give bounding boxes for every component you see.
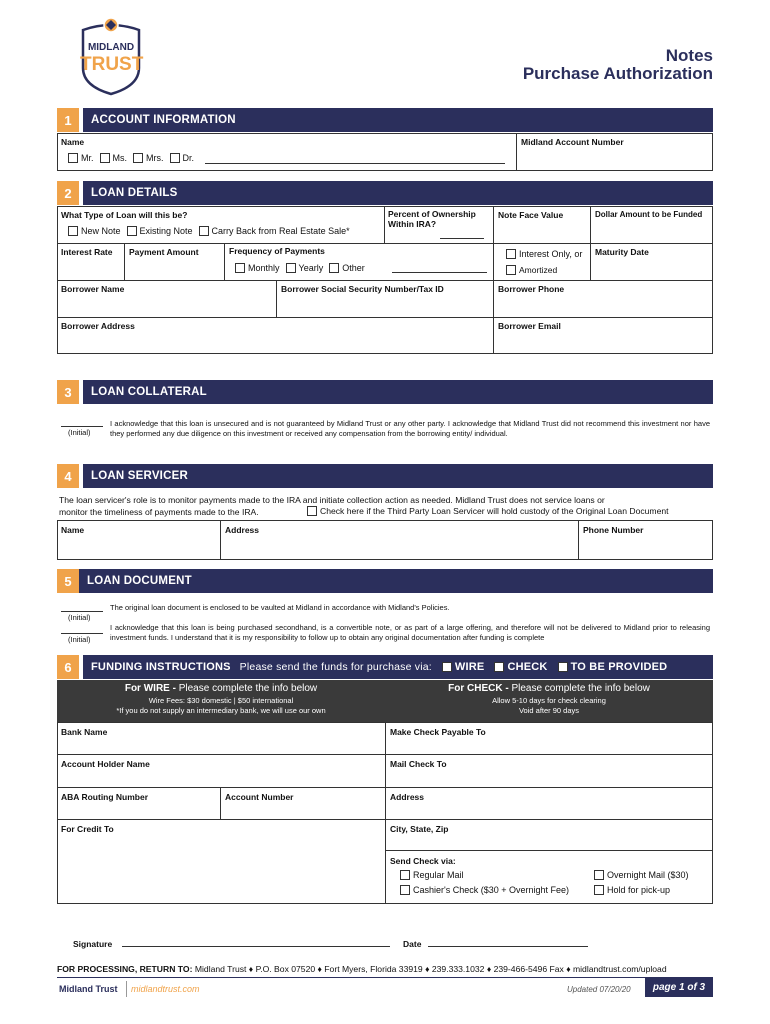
amortized-checkbox[interactable]	[506, 265, 516, 275]
page-title-line2: Purchase Authorization	[522, 64, 713, 83]
hold-pickup-checkbox[interactable]	[594, 885, 604, 895]
page-title-line1: Notes	[665, 46, 713, 65]
yearly-label: Yearly	[298, 263, 324, 273]
account-number-label: Midland Account Number	[521, 137, 624, 147]
borrower-name-label: Borrower Name	[61, 284, 125, 294]
loan-type-label: What Type of Loan will this be?	[61, 210, 188, 220]
collateral-initial-line[interactable]	[61, 426, 103, 427]
name-input-line[interactable]	[205, 163, 505, 164]
section-5-number: 5	[57, 569, 79, 593]
date-line[interactable]	[428, 946, 588, 947]
section-2-title: LOAN DETAILS	[83, 181, 713, 205]
logo-line1: MIDLAND	[87, 42, 135, 53]
check-checkbox[interactable]	[494, 662, 504, 672]
interest-only-label: Interest Only, or	[519, 249, 583, 259]
wire-head-bold: For WIRE -	[124, 683, 176, 694]
monthly-checkbox[interactable]	[235, 263, 245, 273]
check-address-label: Address	[390, 792, 425, 802]
servicer-address-label: Address	[225, 525, 260, 535]
mr-label: Mr.	[81, 153, 94, 163]
wire-checkbox[interactable]	[442, 662, 452, 672]
funding-subtitle: Please send the funds for purchase via:	[239, 661, 432, 673]
borrower-address-label: Borrower Address	[61, 321, 135, 331]
borrower-email-label: Borrower Email	[498, 321, 561, 331]
check-head: Please complete the info below	[508, 683, 650, 694]
tbp-checkbox[interactable]	[558, 662, 568, 672]
date-label: Date	[403, 939, 422, 949]
ownership-label-1: Percent of Ownership	[388, 209, 476, 219]
wire-label: WIRE	[454, 661, 485, 673]
dr-checkbox[interactable]	[170, 153, 180, 163]
document-initial-label-1: (Initial)	[68, 613, 91, 622]
document-initial-line-1[interactable]	[61, 611, 103, 612]
other-input-line[interactable]	[392, 272, 487, 273]
logo-line2: TRUST	[80, 54, 144, 75]
custody-label: Check here if the Third Party Loan Servicer will hold custody of the Original Loan Document	[320, 506, 669, 516]
check-days: Allow 5-10 days for check clearing	[492, 696, 606, 705]
document-text-1: The original loan document is enclosed to be vaulted at Midland in accordance with Midland's Policies.	[110, 603, 450, 612]
ownership-label-2: Within IRA?	[388, 219, 437, 229]
frequency-label: Frequency of Payments	[229, 246, 325, 256]
mail-to-label: Mail Check To	[390, 759, 447, 769]
check-void: Void after 90 days	[518, 706, 580, 715]
ms-checkbox[interactable]	[100, 153, 110, 163]
processing-address: Midland Trust ♦ P.O. Box 07520 ♦ Fort Myers, Florida 33919 ♦ 239.333.1032 ♦ 239-466-5496 Fax ♦ midlandtrust.com/upload	[192, 964, 667, 974]
document-text-2: I acknowledge that this loan is being purchased secondhand, is a convertible note, or as part of a large offering, and therefore will not be delivered to Midland prior to releasing investment funds. I understand that it is my responsibility to follow up to obtain any original documentation after funding is complete	[110, 623, 710, 642]
account-number-wire-label: Account Number	[225, 792, 294, 802]
interest-rate-label: Interest Rate	[61, 247, 113, 257]
bank-name-label: Bank Name	[61, 727, 108, 737]
holder-name-label: Account Holder Name	[61, 759, 150, 769]
aba-label: ABA Routing Number	[61, 792, 149, 802]
section-5-title: LOAN DOCUMENT	[79, 569, 713, 593]
other-label: Other	[342, 263, 365, 273]
overnight-mail-checkbox[interactable]	[594, 870, 604, 880]
funding-title: FUNDING INSTRUCTIONS	[91, 661, 231, 673]
collateral-acknowledgement: I acknowledge that this loan is unsecured and is not guaranteed by Midland Trust or any other party. I acknowledge that Midland Trust did not recommend this investment nor have they performed any due diligence on this investment or received any compensation from the borrowing entity/ individual.	[110, 419, 710, 438]
carry-back-checkbox[interactable]	[199, 226, 209, 236]
wire-head: Please complete the info below	[175, 683, 318, 694]
signature-line[interactable]	[122, 946, 390, 947]
new-note-checkbox[interactable]	[68, 226, 78, 236]
cashiers-check-label: Cashier's Check ($30 + Overnight Fee)	[413, 885, 570, 895]
section-1-title: ACCOUNT INFORMATION	[83, 108, 713, 132]
amortized-label: Amortized	[519, 265, 558, 275]
signature-label: Signature	[73, 939, 113, 949]
servicer-phone-label: Phone Number	[583, 525, 644, 535]
wire-note: *If you do not supply an intermediary bank, we will use our own	[116, 706, 326, 715]
interest-only-checkbox[interactable]	[506, 249, 516, 259]
hold-pickup-label: Hold for pick-up	[607, 885, 671, 895]
carry-back-label: Carry Back from Real Estate Sale*	[211, 226, 350, 236]
credit-to-label: For Credit To	[61, 824, 114, 834]
send-via-label: Send Check via:	[390, 856, 456, 866]
check-label: CHECK	[507, 661, 548, 673]
tbp-label: TO BE PROVIDED	[570, 661, 668, 673]
monthly-label: Monthly	[248, 263, 280, 273]
borrower-phone-label: Borrower Phone	[498, 284, 565, 294]
logo	[80, 16, 142, 96]
section-3-number: 3	[57, 380, 79, 404]
servicer-text-1: The loan servicer's role is to monitor payments made to the IRA and initiate collection action as needed. Midland Trust does not service loans or	[59, 495, 605, 505]
wire-subheader	[57, 683, 385, 715]
collateral-initial-label: (Initial)	[68, 428, 91, 437]
cashiers-check-checkbox[interactable]	[400, 885, 410, 895]
csz-label: City, State, Zip	[390, 824, 449, 834]
footer-url[interactable]: midlandtrust.com	[131, 984, 200, 994]
face-value-label: Note Face Value	[498, 210, 564, 220]
section-2-number: 2	[57, 181, 79, 205]
footer-brand: Midland Trust	[59, 984, 118, 994]
regular-mail-checkbox[interactable]	[400, 870, 410, 880]
section-6-number: 6	[57, 655, 79, 679]
processing-bold: FOR PROCESSING, RETURN TO:	[57, 964, 193, 974]
ownership-input-line[interactable]	[440, 238, 484, 239]
other-checkbox[interactable]	[329, 263, 339, 273]
new-note-label: New Note	[81, 226, 121, 236]
check-subheader	[385, 683, 713, 715]
yearly-checkbox[interactable]	[286, 263, 296, 273]
funded-amount-label: Dollar Amount to be Funded	[595, 210, 703, 219]
regular-mail-label: Regular Mail	[413, 870, 464, 880]
section-4-number: 4	[57, 464, 79, 488]
document-initial-label-2: (Initial)	[68, 635, 91, 644]
section-3-title: LOAN COLLATERAL	[83, 380, 713, 404]
document-initial-line-2[interactable]	[61, 633, 103, 634]
existing-note-checkbox[interactable]	[127, 226, 137, 236]
footer-updated: Updated 07/20/20	[567, 985, 631, 994]
payable-label: Make Check Payable To	[390, 727, 486, 737]
section-4-title: LOAN SERVICER	[83, 464, 713, 488]
existing-note-label: Existing Note	[139, 226, 193, 236]
check-head-bold: For CHECK -	[448, 683, 509, 694]
mrs-checkbox[interactable]	[133, 153, 143, 163]
processing-info	[57, 964, 667, 974]
ms-label: Ms.	[112, 153, 127, 163]
wire-fees: Wire Fees: $30 domestic | $50 international	[148, 696, 294, 705]
section-6-header	[83, 655, 713, 679]
borrower-ssn-label: Borrower Social Security Number/Tax ID	[281, 284, 444, 294]
overnight-mail-label: Overnight Mail ($30)	[607, 870, 689, 880]
servicer-name-label: Name	[61, 525, 85, 535]
name-label: Name	[61, 137, 85, 147]
dr-label: Dr.	[182, 153, 195, 163]
mrs-label: Mrs.	[146, 153, 164, 163]
mr-checkbox[interactable]	[68, 153, 78, 163]
custody-checkbox[interactable]	[307, 506, 317, 516]
page-number-badge: page 1 of 3	[645, 978, 713, 997]
servicer-text-2: monitor the timeliness of payments made to the IRA.	[59, 507, 259, 517]
section-1-number: 1	[57, 108, 79, 132]
payment-amount-label: Payment Amount	[129, 247, 199, 257]
maturity-date-label: Maturity Date	[595, 247, 649, 257]
